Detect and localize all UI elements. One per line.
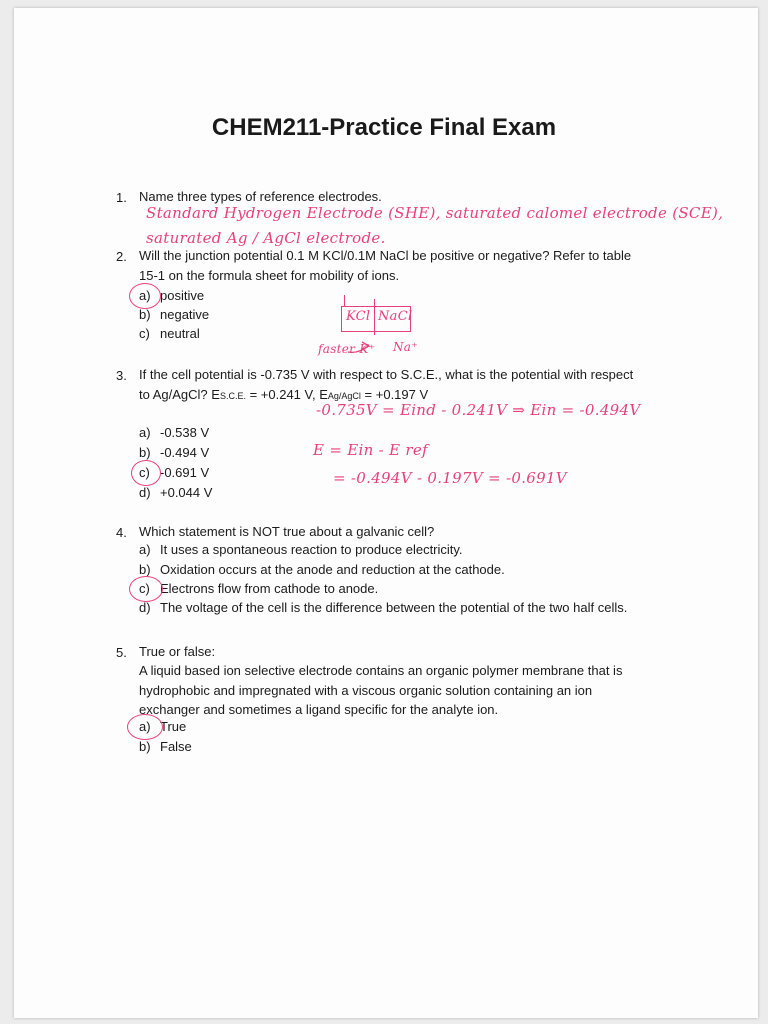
q5-statement-line1: A liquid based ion selective electrode contains an organic polymer membrane that is: [139, 663, 623, 678]
q1-number: 1.: [116, 190, 127, 205]
faster-arrow-head: [362, 342, 369, 350]
q2-text-line1: Will the junction potential 0.1 M KCl/0.1M NaCl be positive or negative? Refer to table: [139, 248, 632, 263]
q3-option-c-text: -0.691 V: [160, 465, 210, 480]
q4-option-a-label: a): [139, 542, 151, 557]
sketch-note-na: Na⁺: [393, 340, 418, 354]
q3-option-b-text: -0.494 V: [160, 445, 210, 460]
q2-option-b-label: b): [139, 307, 151, 322]
q5-text: True or false:: [139, 644, 216, 659]
q1-answer-line2: saturated Ag / AgCl electrode.: [146, 229, 386, 247]
q4-option-b-text: Oxidation occurs at the anode and reduction at the cathode.: [160, 562, 505, 577]
q2-option-c-label: c): [139, 326, 150, 341]
q3-option-d-text: +0.044 V: [160, 485, 213, 500]
q5-option-a-label: a): [139, 719, 151, 734]
q3-text-line1: If the cell potential is -0.735 V with respect to S.C.E., what is the potential with respect: [139, 367, 634, 382]
q2-option-a-label: a): [139, 288, 151, 303]
q5-statement-line3: exchanger and sometimes a ligand specific for the analyte ion.: [139, 702, 499, 717]
q3-text-line2: to Ag/AgCl? ES.C.E. = +0.241 V, EAg/AgCl = +0.197 V: [139, 387, 429, 402]
q2-option-b-text: negative: [160, 307, 210, 322]
q2-number: 2.: [116, 249, 127, 264]
q3-option-b-label: b): [139, 445, 151, 460]
q4-number: 4.: [116, 525, 127, 540]
q4-text: Which statement is NOT true about a galvanic cell?: [139, 524, 435, 539]
q3-number: 3.: [116, 368, 127, 383]
q2-text-line2: 15-1 on the formula sheet for mobility of ions.: [139, 268, 400, 283]
q3-option-d-label: d): [139, 485, 151, 500]
q1-answer-line1: Standard Hydrogen Electrode (SHE), saturated calomel electrode (SCE),: [146, 204, 724, 222]
q5-option-b-text: False: [160, 739, 192, 754]
q4-option-a-text: It uses a spontaneous reaction to produce electricity.: [160, 542, 463, 557]
q3-option-c-label: c): [139, 465, 150, 480]
q3-work-line3: = -0.494V - 0.197V = -0.691V: [333, 469, 567, 487]
page-title: CHEM211-Practice Final Exam: [211, 114, 557, 141]
q5-option-b-label: b): [139, 739, 151, 754]
q2-option-a-text: positive: [160, 288, 205, 303]
q3-work-line2: E = Ein - E ref: [313, 441, 428, 459]
q4-option-d-text: The voltage of the cell is the difference between the potential of the two half cells.: [160, 600, 628, 615]
q5-option-a-text: True: [160, 719, 187, 734]
q5-statement-line2: hydrophobic and impregnated with a viscous organic solution containing an ion: [139, 683, 593, 698]
q4-option-c-label: c): [139, 581, 150, 596]
q2-option-c-text: neutral: [160, 326, 200, 341]
sketch-kcl-label: KCl: [346, 309, 371, 324]
q1-text: Name three types of reference electrodes.: [139, 189, 382, 204]
q4-option-b-label: b): [139, 562, 151, 577]
faster-arrow-stroke: [348, 346, 368, 352]
sketch-note-faster: faster K⁺: [318, 342, 376, 356]
q3-option-a-text: -0.538 V: [160, 425, 210, 440]
q4-option-c-text: Electrons flow from cathode to anode.: [160, 581, 379, 596]
q5-number: 5.: [116, 645, 127, 660]
q3-option-a-label: a): [139, 425, 151, 440]
q3-work-line1: -0.735V = Eind - 0.241V ⇒ Ein = -0.494V: [316, 401, 641, 419]
sketch-nacl-label: NaCl: [378, 309, 413, 324]
q4-option-d-label: d): [139, 600, 151, 615]
